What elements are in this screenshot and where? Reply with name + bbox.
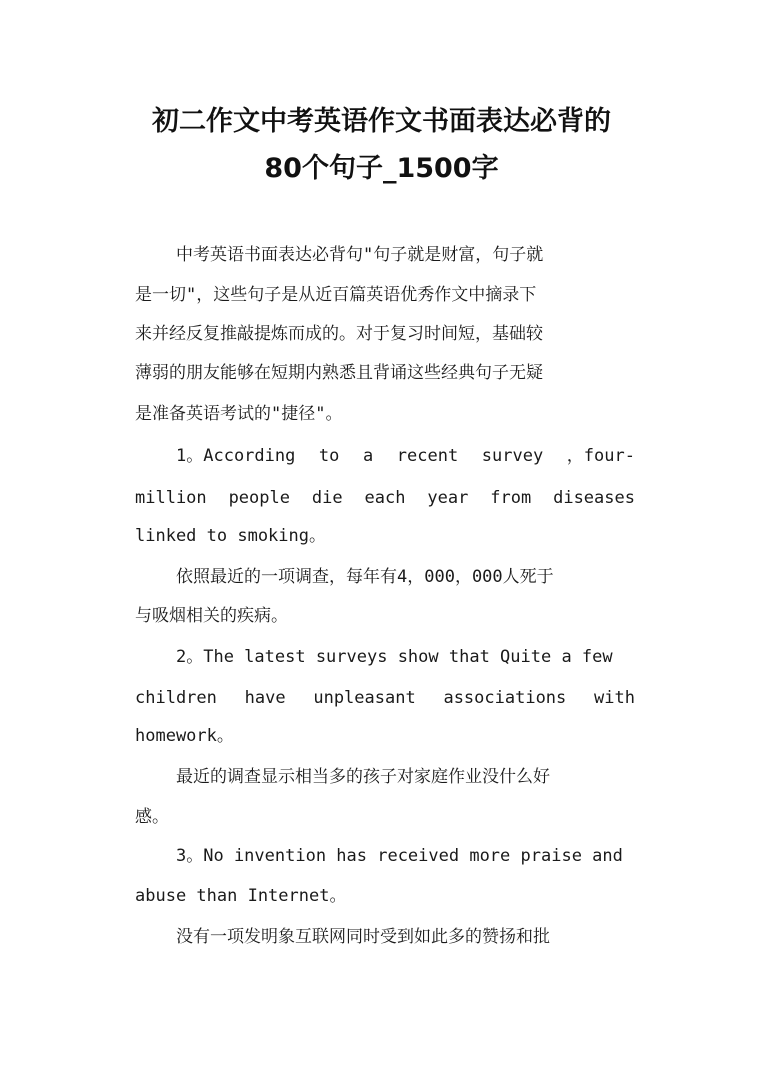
sentence-3-english-line-1: 3。No invention has received more praise and	[176, 846, 623, 866]
sentence-1-chinese-line-1: 依照最近的一项调查，每年有4，000，000人死于	[176, 567, 554, 587]
word: to	[318, 446, 340, 466]
word: people	[228, 488, 290, 508]
word: children	[135, 688, 217, 708]
word: 1。According	[176, 446, 296, 466]
word: die	[311, 488, 343, 508]
word: ，four-	[566, 446, 635, 466]
document-title-line-2: 80个句子_1500字	[264, 153, 499, 184]
word: diseases	[553, 488, 635, 508]
sentence-2-chinese-line-2: 感。	[135, 807, 169, 827]
document-title-line-1: 初二作文中考英语作文书面表达必背的	[152, 106, 611, 137]
sentence-2-english-line-1: 2。The latest surveys show that Quite a few	[176, 647, 613, 667]
intro-line: 是一切"，这些句子是从近百篇英语优秀作文中摘录下	[135, 285, 537, 305]
word: from	[490, 488, 532, 508]
sentence-2-english-line-2	[135, 686, 635, 710]
word: recent	[396, 446, 459, 466]
sentence-2-english-line-3: homework。	[135, 726, 234, 746]
word: associations	[443, 688, 567, 708]
intro-line: 薄弱的朋友能够在短期内熟悉且背诵这些经典句子无疑	[135, 363, 543, 383]
word: a	[362, 446, 374, 466]
word: survey	[481, 446, 544, 466]
sentence-1-english-line-1	[176, 444, 635, 468]
word: have	[244, 688, 286, 708]
sentence-2-chinese-line-1: 最近的调查显示相当多的孩子对家庭作业没什么好	[176, 767, 550, 787]
word: with	[594, 688, 635, 708]
intro-line: 来并经反复推敲提炼而成的。对于复习时间短，基础较	[135, 324, 543, 344]
word: each	[364, 488, 406, 508]
sentence-3-english-line-2: abuse than Internet。	[135, 886, 347, 906]
sentence-1-english-line-3: linked to smoking。	[135, 526, 326, 546]
sentence-3-chinese-line-1: 没有一项发明象互联网同时受到如此多的赞扬和批	[176, 927, 550, 947]
word: unpleasant	[313, 688, 416, 708]
word: year	[427, 488, 469, 508]
intro-line: 中考英语书面表达必背句"句子就是财富，句子就	[176, 245, 544, 265]
word: million	[135, 488, 207, 508]
sentence-1-english-line-2	[135, 486, 635, 510]
sentence-1-chinese-line-2: 与吸烟相关的疾病。	[135, 606, 288, 626]
intro-line: 是准备英语考试的"捷径"。	[135, 404, 343, 424]
